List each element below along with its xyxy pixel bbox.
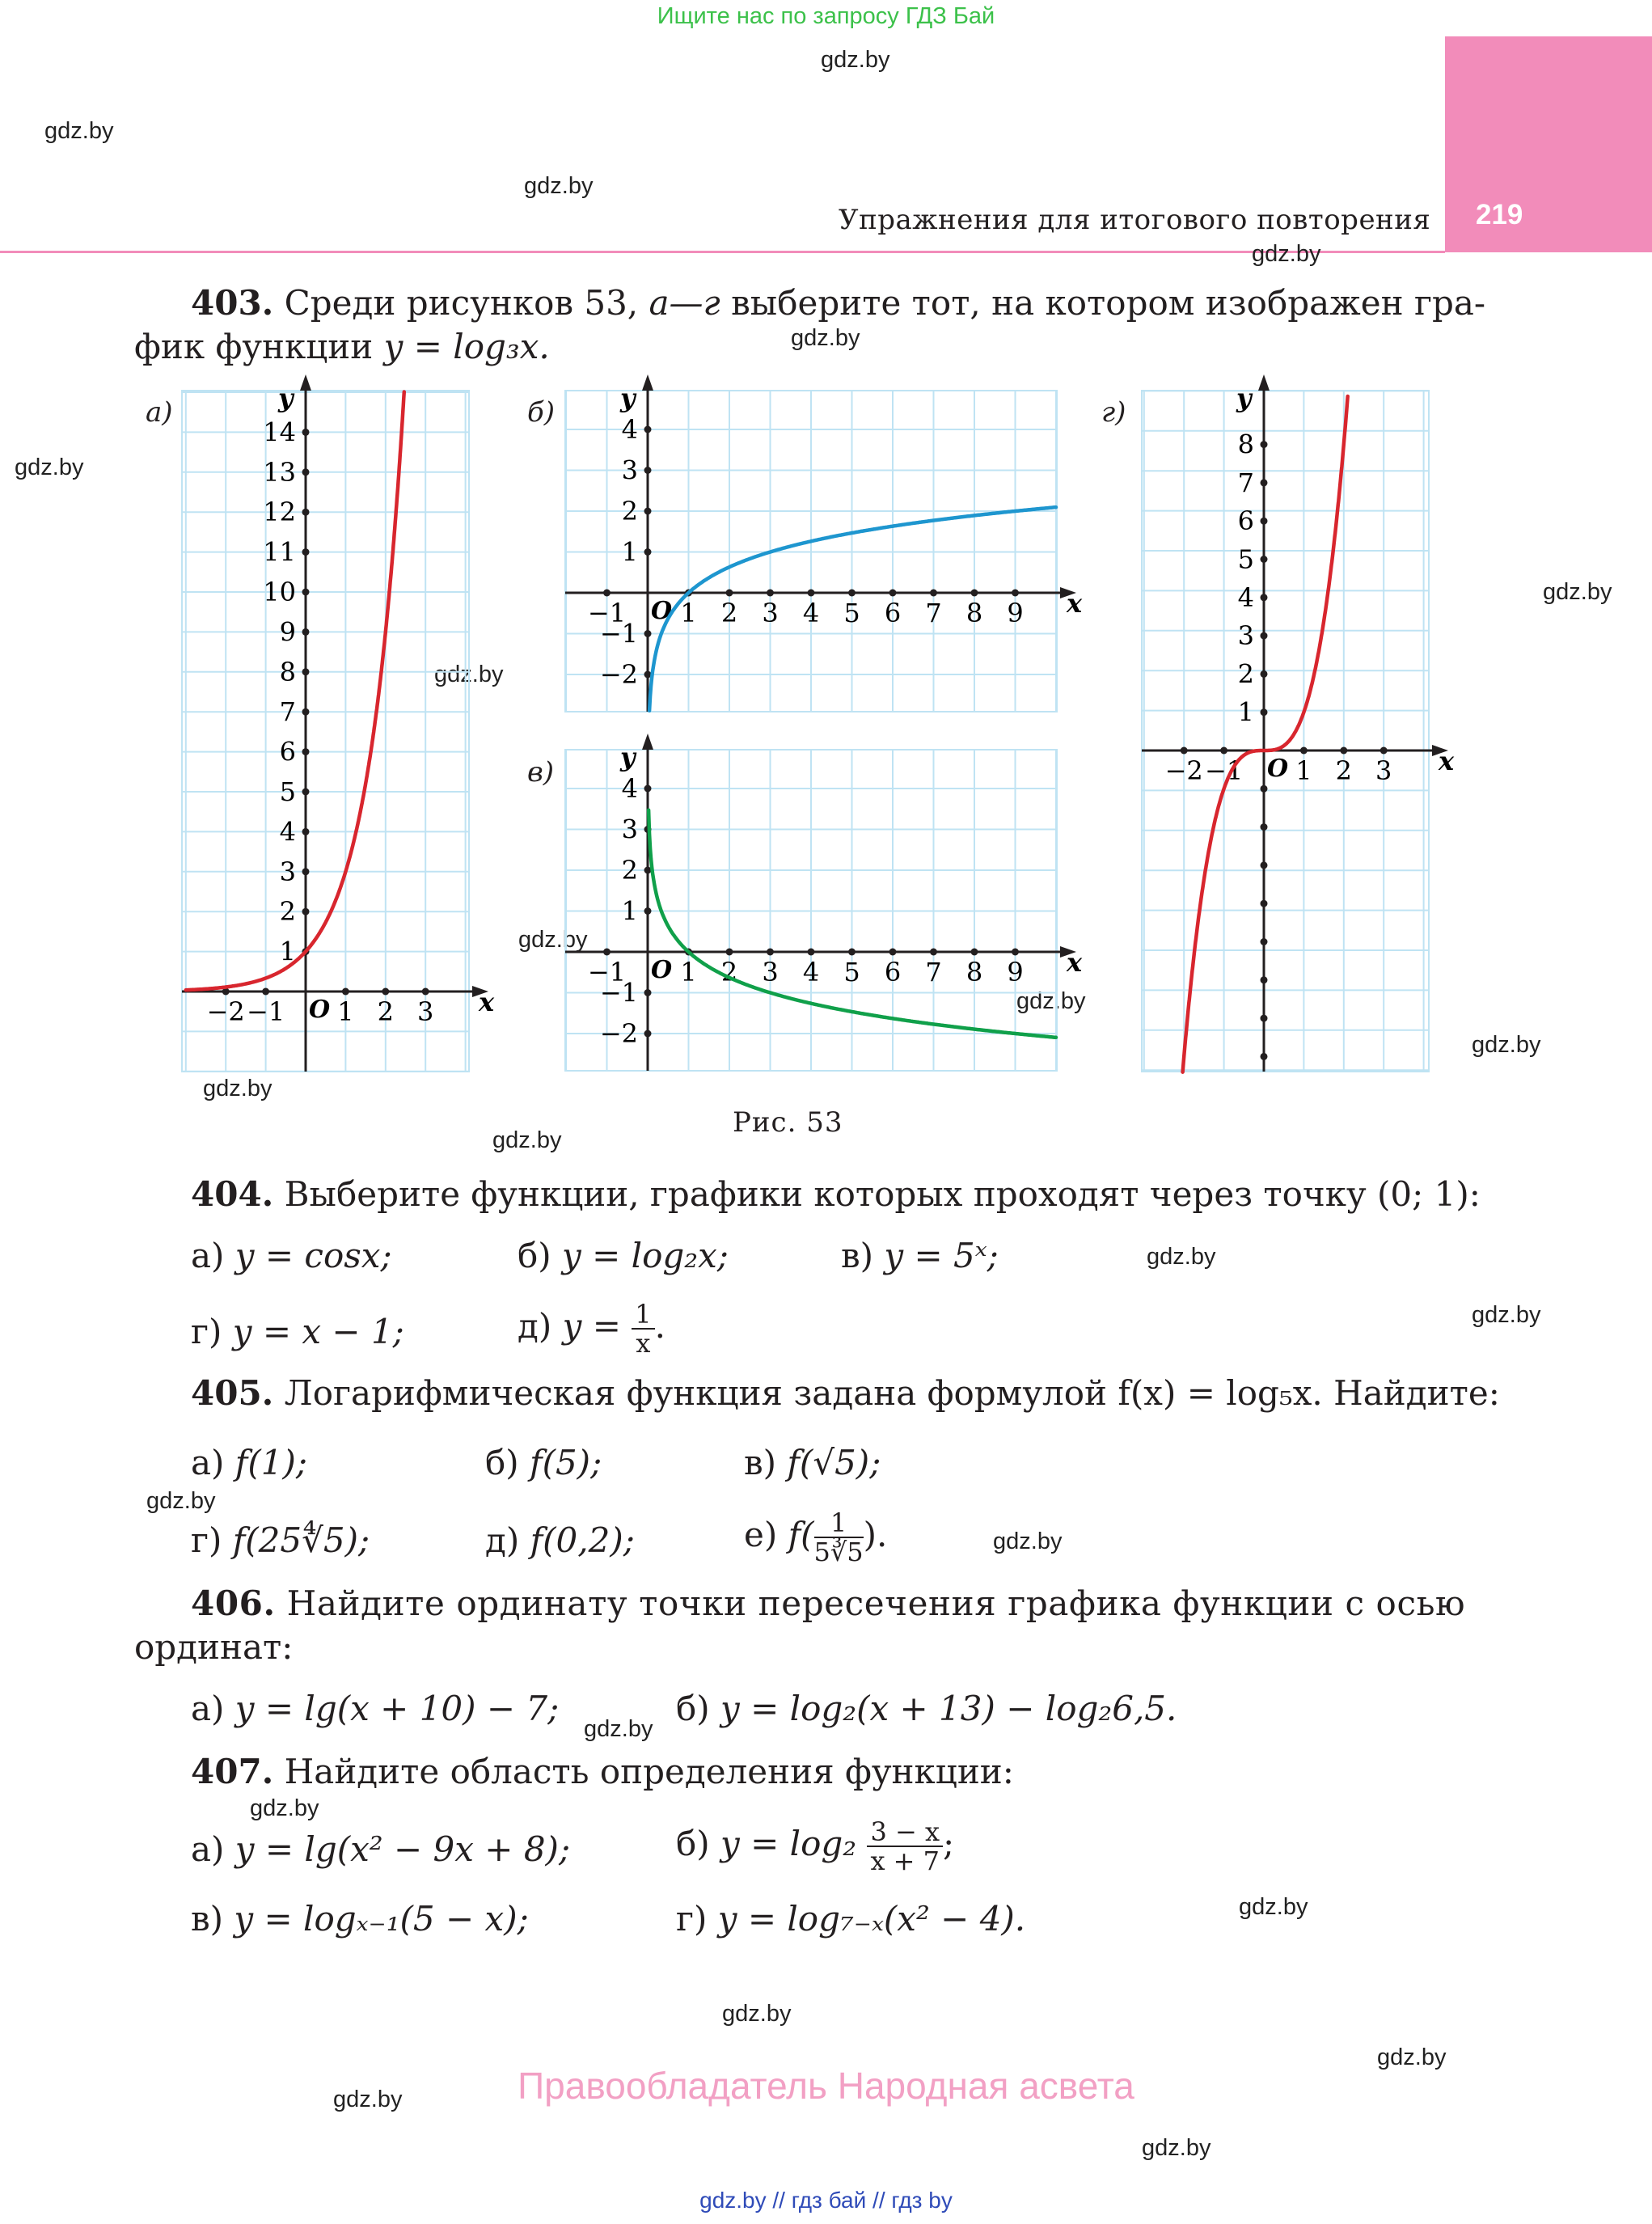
x-axis-label: x [479,987,495,1017]
footer-links: gdz.by // гдз бай // гдз by [699,2188,953,2213]
y-tick [1261,708,1268,716]
x-tick [889,949,897,956]
x-tick [1380,747,1388,755]
watermark: gdz.by [993,1528,1063,1554]
x-tick [262,988,269,996]
watermark: gdz.by [1016,988,1086,1014]
y-tick-label: 2 [279,896,296,928]
x-tick [726,590,733,597]
x-tick-label: 1 [337,996,354,1027]
option: д) f(0,2); [485,1520,635,1560]
graph-a [182,374,495,1072]
grid [1142,391,1429,1072]
y-tick [644,630,652,637]
y-tick [1261,670,1268,678]
x-tick [767,590,774,597]
watermark: gdz.by [722,2001,792,2027]
x-tick-label: 5 [843,598,860,628]
watermark: gdz.by [518,927,588,953]
y-tick-label: 2 [621,496,638,526]
watermark: gdz.by [203,1076,273,1101]
y-tick [302,509,310,516]
watermark: gdz.by [1472,1032,1541,1058]
x-axis-label: x [1067,588,1083,619]
x-tick [1300,747,1308,755]
y-tick-label: 2 [1237,658,1254,690]
y-axis-arrow [1258,374,1270,391]
x-tick [603,949,611,956]
grid [565,750,1057,1071]
x-tick-label: −2 [206,996,245,1027]
figure-label-g: г) [1101,396,1126,429]
y-tick-label: 4 [621,414,638,445]
x-axis-label: x [1067,947,1083,978]
y-tick-label: 2 [621,855,638,886]
y-axis-label: y [278,383,294,413]
y-tick [302,668,310,675]
option: г) y = x − 1; [191,1312,404,1351]
x-tick [848,949,856,956]
origin-label: O [309,996,331,1024]
x-tick [342,988,349,996]
x-tick [971,949,978,956]
x-tick [1220,747,1227,755]
y-tick [644,1030,652,1038]
x-tick [422,988,429,996]
y-axis-label: y [620,742,636,772]
option: а) y = cosx; [191,1236,392,1275]
y-tick-label: 3 [279,856,296,887]
x-tick-label: 1 [680,957,697,987]
y-axis-arrow [642,734,653,750]
y-tick [302,908,310,915]
y-tick-label: −1 [599,618,638,649]
watermark: gdz.by [1142,2135,1211,2161]
x-tick [1012,949,1019,956]
origin-label: O [1267,755,1289,783]
y-tick-label: 9 [279,616,296,648]
y-tick [302,708,310,716]
problem-number: 403. [191,283,274,323]
option: в) y = logₓ₋₁(5 − x); [191,1899,529,1939]
x-tick-label: 3 [762,598,779,628]
y-tick-label: −1 [599,977,638,1008]
y-tick-label: 14 [263,416,296,448]
problem-405-text: 405. Логарифмическая функция задана формулой f(x) = log₅x. Найдите: [191,1373,1500,1413]
y-tick [1261,594,1268,601]
option: а) y = lg(x² − 9x + 8); [191,1829,571,1869]
y-tick [644,467,652,474]
x-tick-label: 4 [802,957,820,987]
x-tick-label: 6 [884,598,902,628]
x-tick-label: −1 [587,598,627,628]
y-tick-label: 12 [263,497,296,528]
y-tick [302,589,310,596]
watermark: gdz.by [821,47,890,73]
figure-53 [0,356,1652,1132]
x-tick [971,590,978,597]
watermark: gdz.by [791,325,860,351]
grid [565,391,1057,712]
y-tick-label: 10 [263,577,296,607]
x-tick [930,590,937,597]
y-tick-label: 1 [621,895,638,927]
y-tick [644,785,652,793]
y-tick [1261,518,1268,525]
y-tick [1261,938,1268,945]
y-tick-label: 5 [279,776,296,807]
option: г) f(25∜5); [191,1520,370,1560]
y-axis-label: y [620,383,636,413]
y-tick [1261,861,1268,869]
y-tick-label: 1 [279,936,296,967]
figure-label-a: а) [146,396,173,429]
y-tick [302,828,310,835]
header-rule [0,251,1445,253]
watermark: gdz.by [15,455,84,480]
x-tick-label: 2 [1335,755,1352,786]
x-tick-label: 3 [762,957,779,987]
problem-407-text: 407. Найдите область определения функции: [191,1752,1014,1791]
watermark: gdz.by [1543,579,1612,605]
y-tick [1261,1015,1268,1022]
option: а) y = lg(x + 10) − 7; [191,1689,560,1728]
option: б) f(5); [485,1443,602,1482]
y-tick-label: 8 [1237,429,1254,460]
watermark: gdz.by [434,662,504,687]
problem-number: 406. [191,1583,276,1623]
watermark: gdz.by [1472,1302,1541,1328]
x-tick-label: 4 [802,598,820,628]
y-tick [1261,556,1268,563]
watermark: gdz.by [250,1795,319,1821]
y-axis-arrow [642,374,653,391]
y-tick [1261,441,1268,448]
x-tick-label: 2 [377,996,394,1027]
x-tick [1340,747,1347,755]
y-tick-label: 3 [1237,620,1254,652]
y-tick-label: 11 [263,536,296,568]
x-tick [889,590,897,597]
y-tick [1261,479,1268,486]
figure-label-b: б) [527,396,556,429]
x-tick [1012,590,1019,597]
origin-label: O [651,956,673,984]
option: д) y = $\frac{1}{x}$ . [518,1299,665,1359]
y-tick [302,429,310,436]
y-tick-label: 3 [621,455,638,486]
x-tick-label: 5 [843,957,860,987]
y-tick-label: 4 [1237,581,1254,613]
x-tick [382,988,389,996]
graph-g [1142,374,1455,1072]
x-tick-label: −1 [247,996,285,1027]
y-tick-label: 6 [1237,505,1254,537]
x-tick-label: −1 [1205,755,1244,786]
x-tick-label: 2 [720,957,738,987]
watermark: gdz.by [44,118,114,144]
y-tick [644,907,652,915]
y-tick-label: 1 [1237,696,1254,728]
x-tick-label: 8 [965,598,983,628]
x-tick [848,590,856,597]
y-tick-label: −2 [599,659,638,690]
x-tick-label: 3 [417,996,434,1027]
problem-number: 407. [191,1752,274,1791]
y-tick-label: 4 [279,816,296,848]
x-tick-label: 1 [1295,755,1312,786]
y-tick [302,868,310,875]
x-tick-label: 9 [1007,598,1024,628]
x-tick-label: 8 [965,957,983,987]
watermark: gdz.by [1147,1244,1216,1270]
page-number: 219 [1476,199,1523,230]
watermark: gdz.by [584,1716,653,1742]
watermark: gdz.by [1239,1894,1308,1920]
x-tick-label: 2 [720,598,738,628]
x-tick-label: 7 [925,957,942,987]
problem-403-line-1: 403. Среди рисунков 53, а—г выберите тот, на котором изображен гра- [191,283,1486,323]
x-tick [930,949,937,956]
grid [182,391,469,1072]
x-axis-label: x [1439,746,1455,776]
y-tick [302,628,310,636]
option: б) y = log₂x; [518,1236,729,1275]
y-tick [1261,785,1268,793]
y-tick [1261,976,1268,983]
running-title: Упражнения для итогового повторения [839,204,1431,236]
origin-label: O [651,597,673,625]
x-tick-label: 3 [1375,755,1392,786]
top-banner: Ищите нас по запросу ГДЗ Бай [657,3,995,29]
problem-404-text: 404. Выберите функции, графики которых проходят через точку (0; 1): [191,1174,1481,1214]
function-curve [1183,396,1348,1072]
problem-406-line-1: 406. Найдите ординату точки пересечения графика функции с осью [191,1583,1466,1623]
y-tick [1261,632,1268,640]
option: а) f(1); [191,1443,307,1482]
watermark: gdz.by [1377,2044,1447,2070]
y-tick-label: 6 [279,736,296,767]
option: в) y = 5ˣ; [841,1236,999,1275]
y-tick-label: 3 [621,814,638,845]
graph-v [565,734,1086,1071]
watermark: gdz.by [1252,241,1321,267]
graph-b [565,374,1083,712]
y-axis-arrow [300,374,311,391]
x-tick-label: 1 [680,598,697,628]
y-tick-label: 7 [279,696,296,728]
option: б) y = log₂ $\frac{3 - x}{x + 7}$ ; [676,1816,955,1876]
y-tick [302,748,310,755]
x-tick-label: −2 [1164,755,1203,786]
option: б) y = log₂(x + 13) − log₂6,5. [676,1689,1177,1728]
y-tick-label: 7 [1237,467,1254,498]
watermark: gdz.by [333,2087,403,2112]
y-tick [1261,823,1268,831]
y-tick [1261,900,1268,907]
figure-label-v: в) [527,756,555,789]
y-tick [302,548,310,556]
y-tick [644,548,652,556]
option: г) y = log₇₋ₓ(x² − 4). [676,1899,1026,1939]
figure-caption: Рис. 53 [733,1106,843,1139]
y-tick-label: 1 [621,536,638,568]
y-tick-label: −2 [599,1018,638,1049]
x-tick [767,949,774,956]
problem-406-line-2: ординат: [134,1627,294,1667]
y-tick [644,508,652,515]
x-tick-label: 6 [884,957,902,987]
x-tick [1181,747,1188,755]
y-tick [644,426,652,433]
watermark: gdz.by [524,173,594,199]
x-tick [808,590,815,597]
y-tick-label: 4 [621,773,638,804]
option: е) f( $\frac{1}{5∛5}$ ). [744,1507,888,1567]
y-tick-label: 8 [279,656,296,687]
x-tick-label: 9 [1007,957,1024,987]
x-tick-label: 7 [925,598,942,628]
y-tick [302,468,310,476]
y-tick [1261,1053,1268,1060]
y-tick-label: 5 [1237,543,1254,575]
y-tick-label: 13 [263,456,296,488]
x-tick [603,590,611,597]
x-tick [808,949,815,956]
option: в) f(√5); [744,1443,881,1482]
problem-number: 404. [191,1174,274,1214]
problem-403-line-2: фик функции y = log₃x. [134,327,550,366]
problem-number: 405. [191,1373,274,1413]
copyright-notice: Правообладатель Народная асвета [518,2065,1134,2107]
watermark: gdz.by [492,1127,562,1153]
x-tick-label: −1 [587,957,627,987]
y-tick [644,989,652,996]
y-tick [302,789,310,796]
watermark: gdz.by [146,1488,216,1514]
x-tick [726,949,733,956]
y-axis-label: y [1236,383,1252,413]
